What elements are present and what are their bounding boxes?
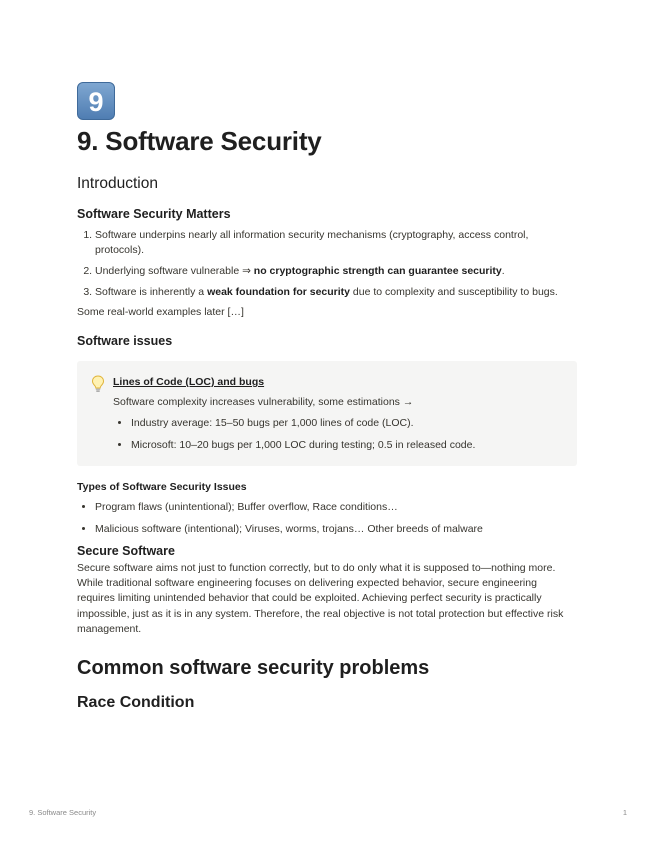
section-heading-common-problems: Common software security problems	[77, 657, 430, 680]
list-item: 2. Underlying software vulnerable ⇒ no cryptographic strength can guarantee security.	[95, 264, 577, 279]
secure-software-paragraph: Secure software aims not just to function correctly, but to do only what it is supposed to—nothing more. While traditional software engineering focuses on delivering expected behavior, secure engineering requires limiting unintended behavior that could be exploited. Achieving perfect security is practically impossible, just as it is in any system. Therefore, the real objective is not total protection but effective risk management.	[77, 562, 564, 635]
keycap-nine-icon: 9	[77, 82, 115, 120]
subheading-types-of-issues: Types of Software Security Issues	[77, 481, 247, 493]
list-item: 3. Software is inherently a weak foundation for security due to complexity and susceptibility to bugs.	[95, 285, 577, 300]
callout-bullet-list	[113, 416, 563, 453]
callout-body	[113, 375, 563, 460]
footer-page-number: 1	[622, 808, 627, 817]
list-item: • Program flaws (unintentional); Buffer overflow, Race conditions…	[95, 500, 577, 515]
section-heading-introduction: Introduction	[77, 175, 158, 192]
subheading-race-condition: Race Condition	[77, 694, 195, 712]
loc-bugs-callout	[77, 361, 577, 466]
section-heading-secure-software: Secure Software	[77, 544, 175, 558]
section-heading-software-issues: Software issues	[77, 334, 173, 348]
document-page	[77, 82, 577, 712]
list-item: 1. Software underpins nearly all information security mechanisms (cryptography, access control, protocols).	[95, 228, 577, 258]
security-matters-list	[77, 228, 577, 300]
list-item: • Microsoft: 10–20 bugs per 1,000 LOC during testing; 0.5 in released code.	[131, 438, 563, 453]
subheading-software-security-matters: Software Security Matters	[77, 207, 231, 221]
page-title: 9. Software Security	[77, 126, 322, 156]
footer-title: 9. Software Security	[29, 808, 97, 817]
callout-title: Lines of Code (LOC) and bugs	[113, 376, 265, 388]
issue-types-list	[77, 500, 577, 537]
list-item: • Industry average: 15–50 bugs per 1,000 lines of code (LOC).	[131, 416, 563, 431]
list-item: • Malicious software (intentional); Viruses, worms, trojans… Other breeds of malware	[95, 522, 577, 537]
callout-text: Software complexity increases vulnerability, some estimations →	[113, 396, 414, 408]
examples-note: Some real-world examples later […]	[77, 306, 244, 318]
lightbulb-icon	[91, 375, 105, 460]
